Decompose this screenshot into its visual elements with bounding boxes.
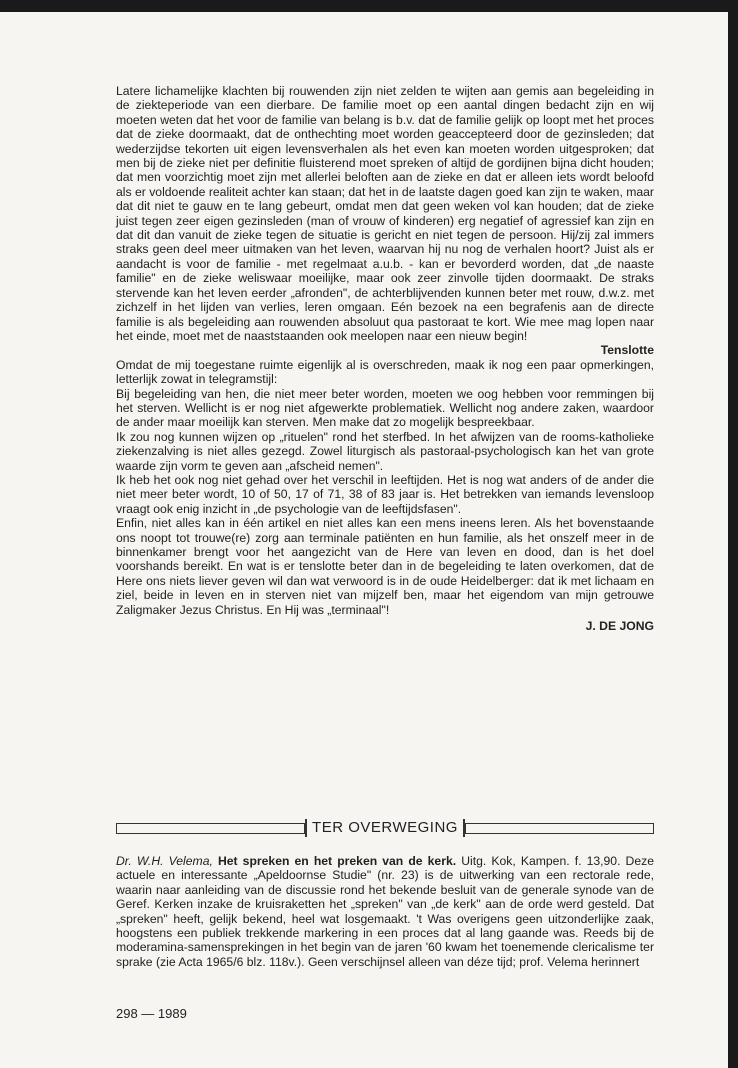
- review-book-title: Het spreken en het preken van de kerk.: [217, 854, 457, 868]
- banner-rule-left: [116, 823, 305, 834]
- paragraph: Enfin, niet alles kan in één artikel en niet alles kan een mens ineens leren. Als het bovenstaande ons noopt tot trouwe(re) zorg aan terminale patiënten en hun familie, als het onszelf meer in de binnenkamer brengt voor het aangezicht van de Here van leven en dood, dan is het doel voorshands bereikt. En wat is er tenslotte beter dan in de begeleiding te laten overkomen, dat de Here ons niets liever geven wil dan wat verwoord is in de oude Heidelberger: dat ik met lichaam en ziel, beide in leven en in sterven niet van mijzelf ben, maar het eigendom van mijn getrouwe Zaligmaker Jezus Christus. En Hij was „terminaal"!: [116, 516, 654, 617]
- section-banner: [116, 818, 654, 838]
- paragraph: Latere lichamelijke klachten bij rouwenden zijn niet zelden te wijten aan gemis aan begeleiding in de ziekteperiode van een dierbare. De familie moet op een aantal dingen bedacht zijn en wij moeten weten dat het voor de familie van belang is b.v. dat de familie gelijk op loopt met het proces dat de zieke doormaakt, dat de onthechting moet worden geaccepteerd door de gezinsleden; dat wederzijdse tekorten uit eigen levensverhalen als het even kan moeten worden uitgesproken; dat men bij de zieke niet per definitie fluisterend moet spreken of altijd de gordijnen bijna dicht houden; dat men voorzichtig moet zijn met allerlei beloften aan de zieke en dat er alleen iets wordt beloofd als er voldoende realiteit achter kan staan; dat het in de laatste dagen goed kan zijn te waken, maar dat dit niet te gauw en te lang gebeurt, omdat men dat geen weken vol kan houden; dat de zieke juist tegen zeer eigen gezinsleden (man of vrouw of kinderen) erg negatief of agressief kan zijn en dat dit dan vanuit de zieke tegen de situatie is gericht en niet tegen de persoon. Hij/zij zal immers straks geen deel meer uitmaken van het leven, waarvan hij nu nog de verhalen hoort? Juist als er aandacht is voor de familie - met regelmaat a.u.b. - kan er bevorderd worden, dat „de naaste familie" en de zieke weliswaar moeilijke, maar ook zeer zinvolle tijden doormaakt. De straks stervende kan het leven eerder „afronden", de achterblijvenden kunnen beter met rouw, d.w.z. met zichzelf in het lijden van verlies, leren omgaan. Eén bezoek na een begrafenis aan de directe familie is als begeleiding aan rouwenden absoluut qua pastoraat te kort. Wie mee mag lopen naar het einde, moet met de naaststaanden ook meelopen naar een nieuw begin!: [116, 84, 654, 343]
- author-signature: J. DE JONG: [585, 619, 654, 634]
- paragraph: Bij begeleiding van hen, die niet meer beter worden, moeten we oog hebben voor remmingen bij het sterven. Wellicht is er nog niet afgewerkte problematiek. Wellicht nog andere zaken, waardoor de ander maar moeilijk kan sterven. Men make dat zo mogelijk bespreekbaar.: [116, 386, 654, 430]
- article-body: [116, 84, 654, 633]
- section-title: TER OVERWEGING: [305, 819, 465, 837]
- page: [0, 12, 728, 1068]
- banner-rule-right: [465, 823, 654, 834]
- review-body: [116, 854, 654, 969]
- review-paragraph: [116, 854, 654, 969]
- page-number: 298 — 1989: [116, 1006, 187, 1021]
- paragraph: Omdat de mij toegestane ruimte eigenlijk al is overschreden, maak ik nog een paar opmerkingen, letterlijk zowat in telegramstijl:: [116, 357, 654, 387]
- subheading: Tenslotte: [600, 343, 654, 358]
- review-author: Dr. W.H. Velema,: [116, 854, 213, 868]
- review-text: Uitg. Kok, Kampen. f. 13,90. Deze actuele en interessante „Apeldoornse Studie" (nr. 23) is de uitwerking van een rectorale rede, waarin naar aanleiding van de discussie rond het bekende besluit van de generale synode van de Geref. Kerken inzake de kruisraketten het „spreken" van „de kerk" aan de orde werd gesteld. Dat „spreken" heeft, gelijk bekend, heel wat losgemaakt. 't Was overigens geen uitzonderlijke zaak, hoogstens een publiek trekkende markering in een proces dat al lang gaande was. Reeds bij de moderamina-samensprekingen in het begin van de jaren '60 kwam het toenemende clericalisme ter sprake (zie Acta 1965/6 blz. 118v.). Geen verschijnsel alleen van déze tijd; prof. Velema herinnert: [116, 854, 654, 969]
- paragraph: Ik heb het ook nog niet gehad over het verschil in leeftijden. Het is nog wat anders of de ander die niet meer beter wordt, 10 of 50, 17 of 71, 38 of 83 jaar is. Het betrekken van iemands levensloop vraagt ook enig inzicht in „de psychologie van de leeftijdsfasen".: [116, 472, 654, 516]
- paragraph: Ik zou nog kunnen wijzen op „rituelen" rond het sterfbed. In het afwijzen van de rooms-katholieke ziekenzalving is niet alles gezegd. Zowel liturgisch als pastoraal-psychologisch kan het van grote waarde zijn vorm te geven aan „afscheid nemen".: [116, 429, 654, 473]
